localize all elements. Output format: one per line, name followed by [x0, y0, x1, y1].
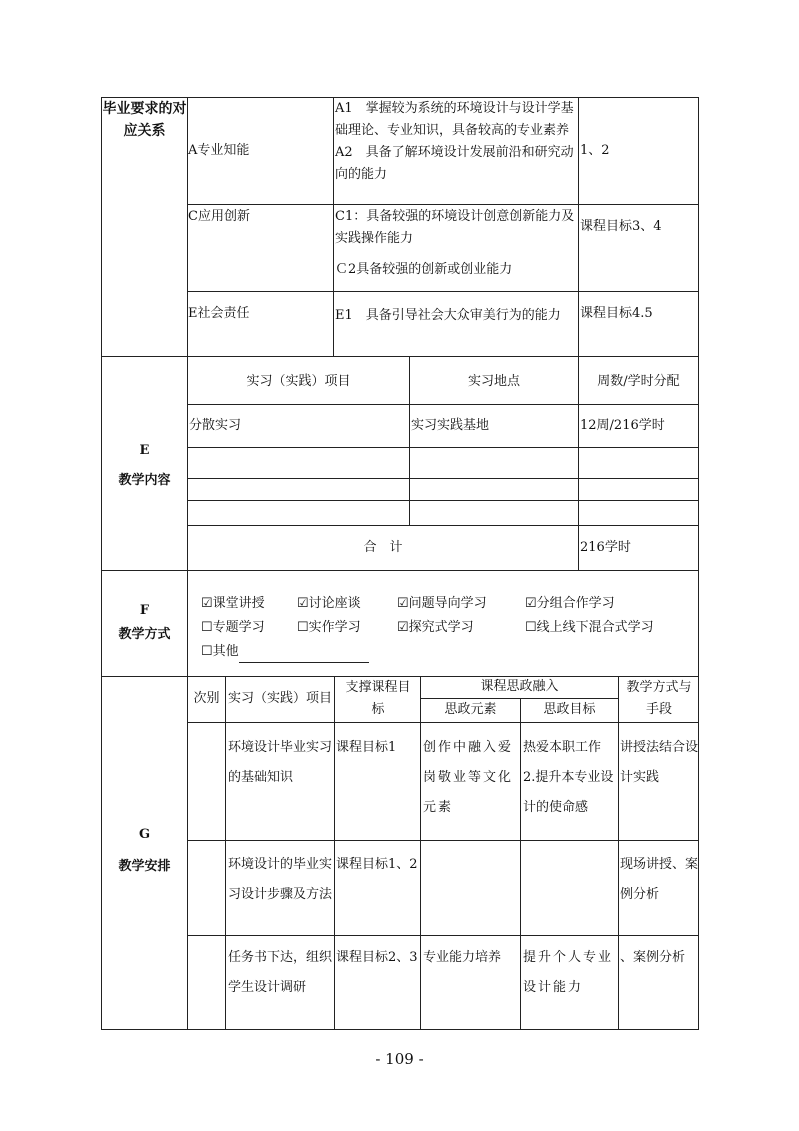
arrange-letter: G [138, 827, 151, 842]
method-option[interactable] [201, 617, 265, 639]
method-option-label: 其他 [212, 644, 239, 659]
method-option[interactable] [397, 617, 474, 639]
method-option-label: 课堂讲授 [212, 596, 265, 611]
req-row-target: 1、2 [580, 143, 610, 158]
arrange-label: 教学安排 [118, 859, 171, 874]
method-option[interactable] [201, 641, 369, 663]
divider [618, 676, 619, 1030]
divider [101, 356, 699, 357]
page-number: - 109 - [375, 1050, 424, 1068]
methods-letter: F [139, 603, 150, 618]
divider [187, 500, 699, 501]
arrange-element: 专业能力培养 [423, 950, 502, 965]
req-row-desc [335, 98, 577, 186]
arrange-project: 环境设计毕业实习的基础知识 [228, 740, 333, 785]
content-header: 实习（实践）项目 [246, 374, 351, 389]
method-option-label: 探究式学习 [408, 620, 474, 635]
req-desc-line: E1 具备引导社会大众审美行为的能力 [335, 308, 561, 323]
arrange-support: 课程目标1 [336, 740, 397, 755]
arrange-goal: 热爱本职工作 2.提升本专业设计的使命感 [523, 740, 614, 815]
divider [333, 97, 334, 357]
divider [187, 447, 699, 448]
arrange-header-project: 实习（实践）项目 [227, 691, 332, 706]
divider [420, 676, 421, 1030]
req-row-name: E社会责任 [188, 306, 250, 321]
requirements-label: 毕业要求的对应关系 [102, 101, 187, 139]
arrange-method: 讲授法结合设计实践 [620, 740, 699, 785]
arrange-project: 环境设计的毕业实习设计步骤及方法 [228, 857, 333, 902]
checkbox-checked-icon[interactable]: ☑ [297, 596, 309, 611]
content-letter: E [139, 443, 150, 458]
content-cell: 实习实践基地 [411, 418, 490, 433]
arrange-header-order: 次别 [193, 691, 220, 706]
content-header: 实习地点 [467, 374, 520, 389]
checkbox-empty-icon[interactable]: ☐ [201, 644, 213, 659]
method-option[interactable] [525, 617, 654, 639]
req-row-name: C应用创新 [188, 209, 250, 224]
req-row-name: A专业知能 [188, 143, 250, 158]
method-option-label: 分组合作学习 [536, 596, 615, 611]
req-row-target: 课程目标4.5 [580, 306, 653, 321]
req-row-desc [335, 303, 577, 329]
method-option-label: 问题导向学习 [408, 596, 487, 611]
arrange-method: 、案例分析 [620, 950, 686, 965]
arrange-project: 任务书下达，组织学生设计调研 [228, 950, 333, 995]
checkbox-checked-icon[interactable]: ☑ [397, 596, 409, 611]
req-desc-line: Ｃ2具备较强的创新或创业能力 [335, 262, 513, 277]
req-row-desc [335, 206, 577, 281]
divider [187, 840, 699, 841]
other-blank-line[interactable] [239, 646, 369, 663]
method-option[interactable] [525, 593, 615, 615]
arrange-goal: 提升个人专业设计能力 [523, 950, 614, 995]
req-row-target: 课程目标3、4 [580, 219, 662, 234]
method-option[interactable] [297, 593, 361, 615]
methods-label: 教学方式 [118, 627, 171, 642]
divider [225, 676, 226, 1030]
checkbox-empty-icon[interactable]: ☐ [201, 620, 213, 635]
checkbox-empty-icon[interactable]: ☐ [525, 620, 537, 635]
method-option-label: 讨论座谈 [308, 596, 361, 611]
content-cell: 12周/216学时 [580, 418, 665, 433]
divider [520, 698, 521, 1030]
table-right-border [698, 97, 699, 1030]
checkbox-checked-icon[interactable]: ☑ [525, 596, 537, 611]
checkbox-checked-icon[interactable]: ☑ [397, 620, 409, 635]
content-label: 教学内容 [118, 473, 171, 488]
content-total-label: 合 计 [363, 540, 403, 555]
table-left-border [101, 97, 102, 1030]
divider [187, 722, 699, 723]
divider [101, 570, 699, 571]
req-desc-line: A2 具备了解环境设计发展前沿和研究动向的能力 [335, 145, 574, 182]
arrange-support: 课程目标2、3 [336, 950, 418, 965]
table-bottom-border [101, 1029, 699, 1030]
divider [187, 525, 699, 526]
method-option-label: 实作学习 [308, 620, 361, 635]
methods-options [201, 593, 691, 673]
arrange-header-element: 思政元素 [444, 702, 497, 717]
divider [187, 935, 699, 936]
divider [578, 97, 579, 357]
method-option-label: 线上线下混合式学习 [536, 620, 654, 635]
checkbox-checked-icon[interactable]: ☑ [201, 596, 213, 611]
arrange-header-support: 支撑课程目标 [345, 680, 411, 717]
arrange-element: 创作中融入爱岗敬业等文化元素 [423, 740, 514, 815]
content-header: 周数/学时分配 [597, 374, 680, 389]
content-cell: 分散实习 [189, 418, 242, 433]
arrange-header-goal: 思政目标 [543, 702, 596, 717]
arrange-support: 课程目标1、2 [336, 857, 418, 872]
method-option[interactable] [397, 593, 487, 615]
method-option[interactable] [201, 593, 265, 615]
divider [187, 404, 699, 405]
divider [187, 291, 699, 292]
req-desc-line: A1 掌握较为系统的环境设计与设计学基础理论、专业知识，具备较高的专业素养 [335, 101, 574, 138]
method-option[interactable] [297, 617, 361, 639]
arrange-header-ideo: 课程思政融入 [480, 679, 559, 694]
content-total-value: 216学时 [580, 540, 631, 555]
arrange-method: 现场讲授、案例分析 [620, 857, 699, 902]
req-desc-line: C1：具备较强的环境设计创意创新能力及实践操作能力 [335, 209, 575, 246]
divider [187, 676, 188, 1030]
method-option-label: 专题学习 [212, 620, 265, 635]
checkbox-empty-icon[interactable]: ☐ [297, 620, 309, 635]
divider [334, 676, 335, 1030]
divider [187, 570, 188, 677]
arrange-header-method: 教学方式与手段 [626, 680, 692, 717]
divider [187, 204, 699, 205]
divider [187, 478, 699, 479]
